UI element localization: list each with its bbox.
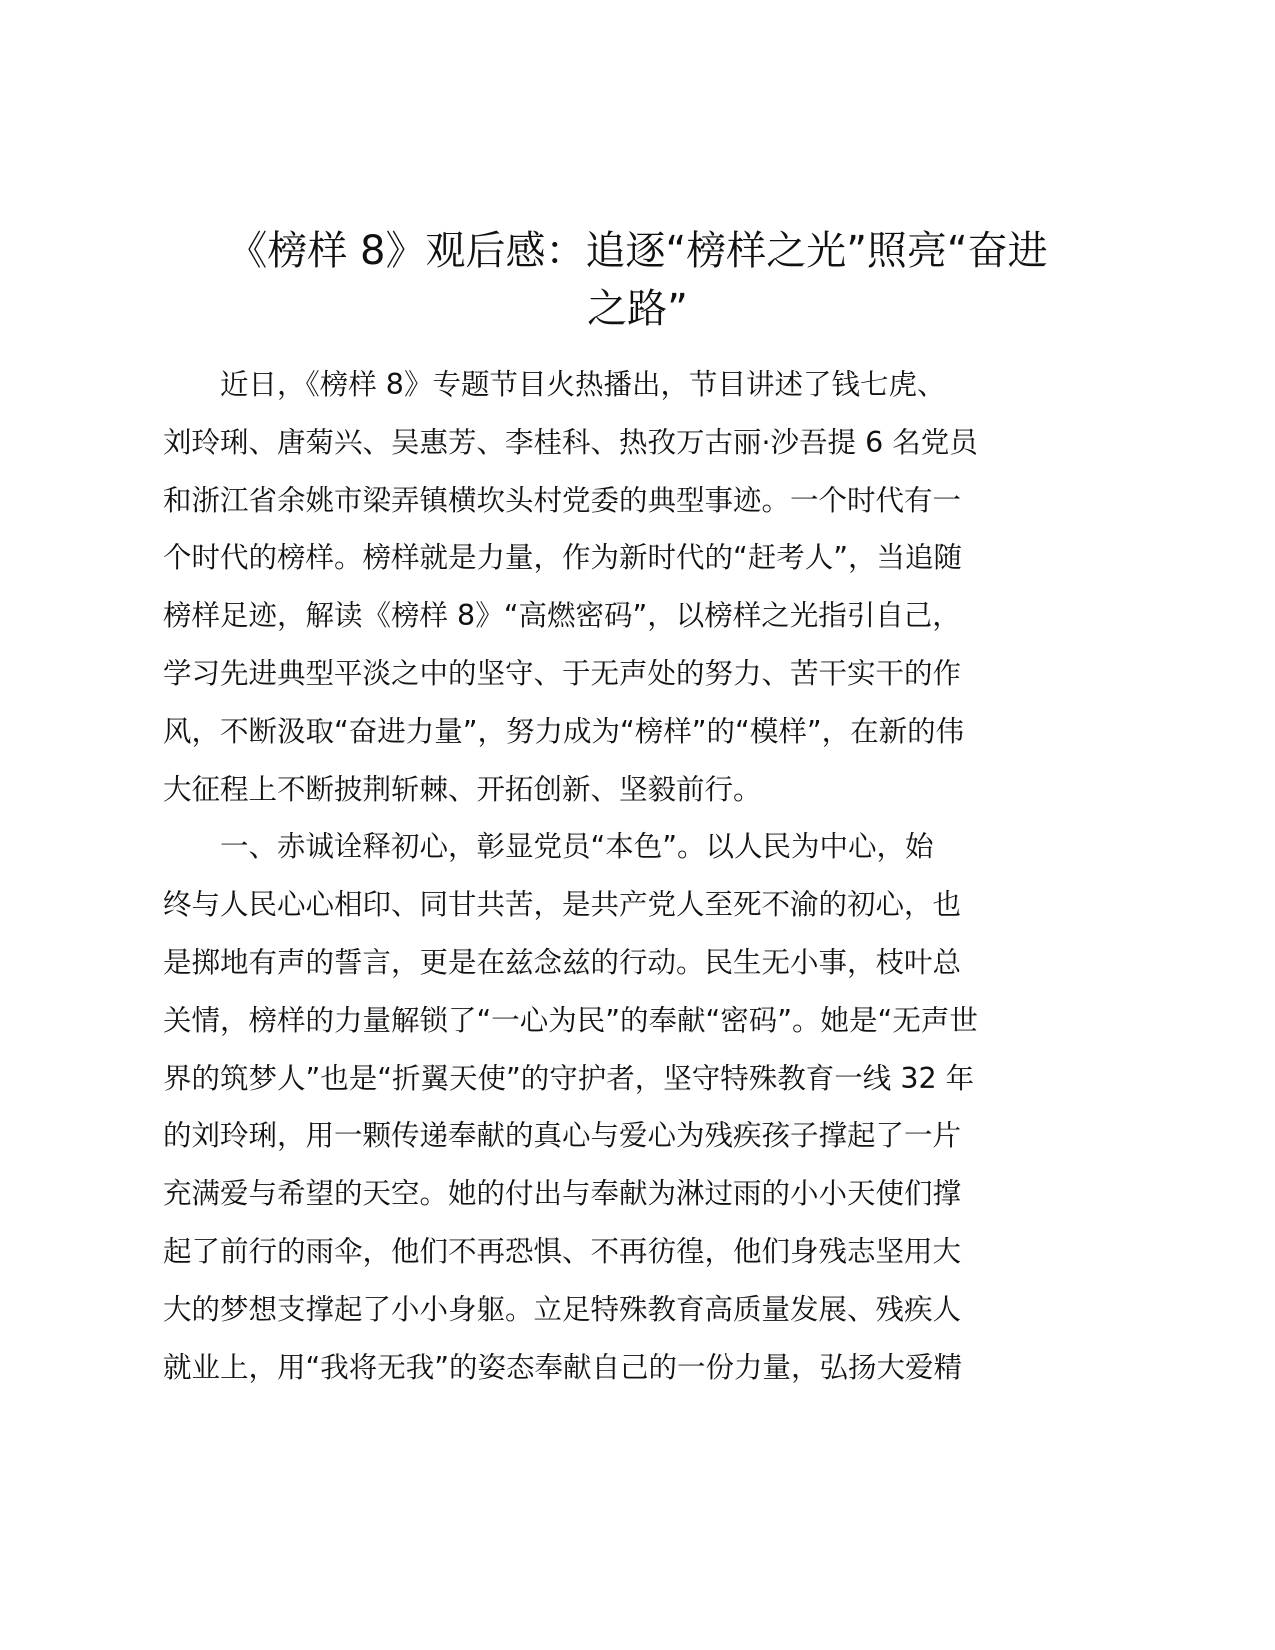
paragraph-section-one (163, 818, 1123, 1396)
paragraph-line: 学习先进典型平淡之中的坚守、于无声处的努力、苦干实干的作 (163, 656, 962, 690)
paragraph-line: 一、赤诚诠释初心，彰显党员“本色”。以人民为中心，始 (220, 830, 934, 864)
paragraph-line: 就业上，用“我将无我”的姿态奉献自己的一份力量，弘扬大爱精 (163, 1350, 963, 1384)
document-title (160, 222, 1115, 338)
paragraph-line: 大的梦想支撑起了小小身躯。立足特殊教育高质量发展、残疾人 (163, 1292, 962, 1326)
paragraph-line: 和浙江省余姚市梁弄镇横坎头村党委的典型事迹。一个时代有一 (163, 483, 962, 517)
paragraph-line: 界的筑梦人”也是“折翼天使”的守护者，坚守特殊教育一线 32 年 (163, 1061, 975, 1095)
paragraph-line: 大征程上不断披荆斩棘、开拓创新、坚毅前行。 (163, 772, 762, 806)
paragraph-line: 风，不断汲取“奋进力量”，努力成为“榜样”的“模样”，在新的伟 (163, 714, 965, 748)
title-line: 《榜样 8》观后感：追逐“榜样之光”照亮“奋进 (227, 228, 1048, 274)
paragraph-line: 的刘玲琍，用一颗传递奉献的真心与爱心为残疾孩子撑起了一片 (163, 1119, 962, 1153)
paragraph-line: 关情，榜样的力量解锁了“一心为民”的奉献“密码”。她是“无声世 (163, 1003, 978, 1037)
paragraph-line: 是掷地有声的誓言，更是在兹念兹的行动。民生无小事，枝叶总 (163, 945, 962, 979)
paragraph-intro (163, 356, 1123, 818)
title-line: 之路” (587, 286, 688, 332)
paragraph-line: 榜样足迹，解读《榜样 8》“高燃密码”，以榜样之光指引自己， (163, 599, 961, 633)
paragraph-line: 充满爱与希望的天空。她的付出与奉献为淋过雨的小小天使们撑 (163, 1177, 962, 1211)
document-body (163, 356, 1123, 1396)
paragraph-line: 起了前行的雨伞，他们不再恐惧、不再彷徨，他们身残志坚用大 (163, 1234, 962, 1268)
paragraph-line: 近日，《榜样 8》专题节目火热播出，节目讲述了钱七虎、 (220, 368, 946, 401)
paragraph-line: 终与人民心心相印、同甘共苦，是共产党人至死不渝的初心，也 (163, 888, 962, 922)
paragraph-line: 刘玲琍、唐菊兴、吴惠芳、李桂科、热孜万古丽·沙吾提 6 名党员 (163, 425, 978, 459)
paragraph-line: 个时代的榜样。榜样就是力量，作为新时代的“赶考人”，当追随 (163, 541, 963, 575)
